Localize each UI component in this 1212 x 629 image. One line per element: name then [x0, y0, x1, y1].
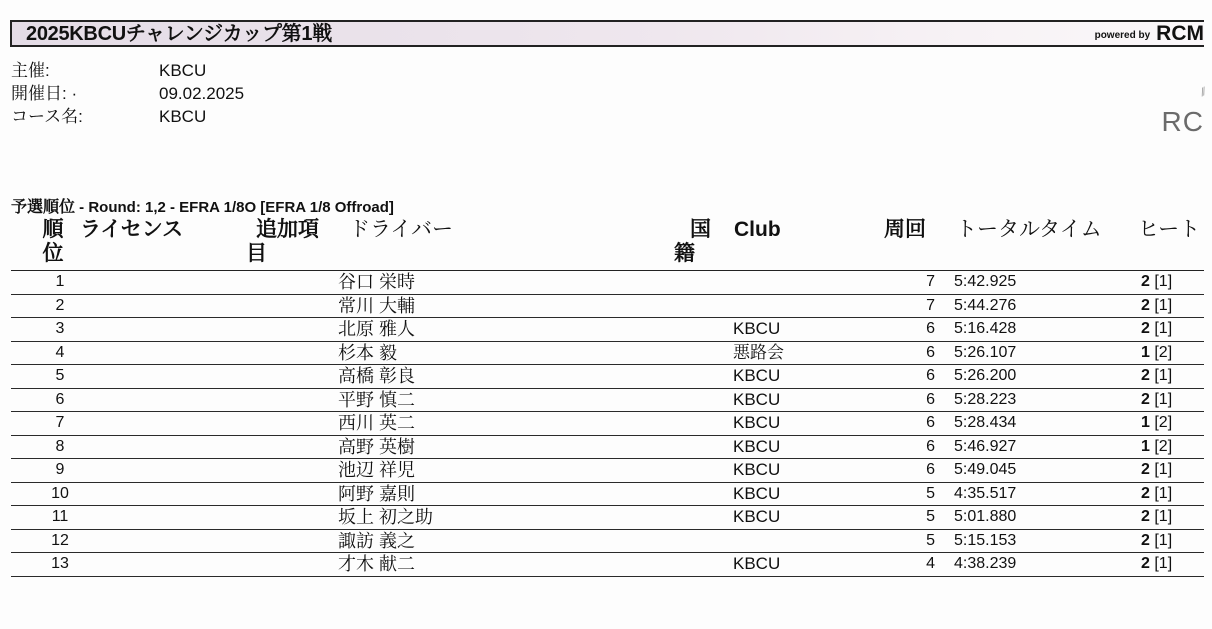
cell-heat-num: 2: [1141, 320, 1150, 337]
table-row: [11, 506, 1204, 530]
cell-driver: 才木 献二: [338, 554, 416, 574]
cell-heat-sub: [2]: [1154, 343, 1173, 361]
cell-laps: 6: [926, 461, 935, 478]
cell-driver: 池辺 祥児: [338, 460, 416, 480]
col-header-nation-line2: 籍: [674, 242, 695, 265]
cell-club: KBCU: [733, 554, 781, 573]
cell-heat-num: 2: [1141, 390, 1150, 408]
col-header-extra-line2: 目: [246, 242, 267, 265]
table-row: [11, 459, 1204, 483]
cell-pos: 1: [55, 273, 65, 290]
col-header-pos-line1: 順: [42, 218, 64, 241]
col-header-total-time: トータルタイム: [956, 218, 1102, 241]
cell-heat: [1141, 436, 1172, 458]
powered-by: [1095, 22, 1204, 48]
cell-heat-num: 2: [1141, 273, 1150, 290]
cell-total-time: 5:26.200: [954, 367, 1017, 384]
cell-laps: 6: [926, 343, 935, 361]
cell-driver: 坂上 初之助: [338, 507, 434, 527]
info-row-course: [11, 105, 244, 128]
cell-driver: 北原 雅人: [338, 319, 416, 339]
cell-total-time: 5:28.434: [954, 414, 1017, 431]
cell-heat-sub: [2]: [1154, 437, 1173, 455]
cell-heat: [1141, 412, 1172, 434]
cell-driver: 高野 英樹: [338, 436, 416, 457]
cell-heat: [1141, 553, 1172, 575]
info-value: KBCU: [159, 107, 207, 126]
cell-pos: 2: [55, 296, 65, 314]
cell-pos: 9: [55, 461, 65, 478]
col-header-heat: ヒート: [1138, 218, 1201, 241]
cell-heat: [1141, 318, 1172, 340]
cell-heat-num: 2: [1141, 508, 1150, 525]
cell-laps: 6: [926, 437, 935, 455]
cell-heat-sub: [1]: [1154, 484, 1173, 502]
cell-heat-sub: [1]: [1154, 531, 1173, 549]
info-value: 09.02.2025: [159, 84, 245, 103]
cell-total-time: 5:26.107: [954, 343, 1017, 361]
cell-laps: 5: [926, 508, 935, 525]
cell-pos: 10: [51, 484, 69, 502]
cell-total-time: 5:01.880: [954, 508, 1017, 525]
cell-heat-num: 2: [1141, 531, 1150, 549]
table-row: [11, 483, 1204, 507]
cell-heat: [1141, 459, 1172, 481]
cell-total-time: 5:49.045: [954, 461, 1017, 478]
cell-total-time: 5:44.276: [954, 296, 1017, 314]
table-row: [11, 318, 1204, 342]
cell-club: KBCU: [733, 507, 781, 526]
cell-laps: 4: [926, 555, 935, 572]
col-header-club: Club: [734, 218, 781, 241]
col-header-nation: [674, 218, 711, 266]
cell-laps: 6: [926, 320, 935, 337]
col-header-extra-line1: 追加項: [256, 218, 319, 241]
info-label: 開催日: ·: [11, 84, 78, 103]
cell-heat-num: 2: [1141, 555, 1150, 572]
table-row: [11, 271, 1204, 295]
powered-by-label: powered by: [1094, 30, 1151, 41]
cell-club: KBCU: [733, 460, 781, 479]
cell-driver: 阿野 嘉則: [338, 483, 416, 504]
cell-laps: 6: [926, 390, 935, 408]
cell-heat-sub: [1]: [1154, 508, 1173, 525]
cell-pos: 8: [55, 437, 65, 455]
title-bar: [10, 20, 1204, 47]
cell-driver: 西川 英二: [338, 413, 416, 433]
table-row: [11, 436, 1204, 460]
cell-heat-sub: [1]: [1154, 555, 1173, 572]
cell-total-time: 5:15.153: [954, 531, 1017, 549]
cell-pos: 11: [51, 508, 69, 525]
cell-driver: 高橋 彰良: [338, 366, 416, 386]
table-row: [11, 530, 1204, 554]
cell-club: KBCU: [733, 319, 781, 338]
cell-pos: 13: [51, 555, 69, 572]
info-row-date: [11, 82, 244, 105]
cell-heat: [1141, 342, 1172, 364]
cell-heat-sub: [1]: [1154, 461, 1173, 478]
cell-total-time: 4:35.517: [954, 484, 1017, 502]
cell-heat-sub: [1]: [1154, 296, 1173, 314]
cell-laps: 6: [926, 367, 935, 384]
results-table: [11, 271, 1204, 577]
rcm-logo: [1152, 80, 1212, 150]
cell-heat-num: 2: [1141, 296, 1150, 314]
col-header-extra: [246, 218, 319, 266]
cell-heat: [1141, 271, 1172, 293]
cell-club: KBCU: [733, 483, 781, 503]
cell-heat: [1141, 389, 1172, 411]
cell-laps: 5: [926, 531, 935, 549]
cell-heat: [1141, 295, 1172, 317]
cell-heat-num: 1: [1141, 437, 1150, 455]
cell-heat-num: 2: [1141, 461, 1150, 478]
cell-heat-sub: [1]: [1154, 273, 1173, 290]
cell-heat-sub: [1]: [1154, 390, 1173, 408]
info-label: 主催:: [11, 61, 50, 80]
event-info: [11, 59, 244, 128]
col-header-pos-line2: 位: [42, 242, 64, 265]
section-subtitle: - Round: 1,2 - EFRA 1/8O [EFRA 1/8 Offroad]: [75, 199, 394, 216]
info-label: コース名:: [11, 107, 83, 126]
cell-club: KBCU: [733, 389, 781, 409]
col-header-license: ライセンス: [80, 218, 184, 241]
table-row: [11, 553, 1204, 577]
cell-laps: 6: [926, 414, 935, 431]
cell-pos: 7: [55, 414, 65, 431]
cell-total-time: 4:38.239: [954, 555, 1017, 572]
cell-heat-sub: [1]: [1154, 320, 1173, 337]
col-header-pos: [36, 218, 70, 266]
powered-by-brand: RCM: [1156, 22, 1204, 45]
cell-heat: [1141, 530, 1172, 552]
cell-heat-num: 1: [1141, 414, 1150, 431]
cell-heat-num: 2: [1141, 367, 1150, 384]
cell-total-time: 5:46.927: [954, 437, 1017, 455]
col-header-driver: ドライバー: [349, 218, 453, 241]
cell-laps: 7: [926, 296, 935, 314]
cell-pos: 12: [51, 531, 69, 549]
cell-pos: 3: [55, 320, 65, 337]
cell-laps: 7: [926, 273, 935, 290]
logo-text: RC: [1161, 106, 1204, 137]
info-value: KBCU: [159, 61, 207, 80]
cell-heat-sub: [1]: [1154, 367, 1173, 384]
cell-heat: [1141, 365, 1172, 387]
cell-heat: [1141, 506, 1172, 528]
cell-heat-num: 1: [1141, 343, 1150, 361]
cell-total-time: 5:28.223: [954, 390, 1017, 408]
table-row: [11, 342, 1204, 366]
section-title-main: 予選順位: [11, 199, 76, 216]
cell-total-time: 5:42.925: [954, 273, 1017, 290]
logo-mark-icon: ⁄⁄: [1199, 85, 1209, 99]
table-row: [11, 365, 1204, 389]
col-header-laps: 周回: [884, 218, 926, 241]
cell-club: KBCU: [733, 366, 781, 385]
page-title: 2025KBCUチャレンジカップ第1戦: [26, 23, 332, 45]
cell-club: KBCU: [733, 413, 781, 432]
cell-driver: 平野 慎二: [338, 389, 416, 410]
cell-heat-num: 2: [1141, 484, 1150, 502]
cell-pos: 5: [55, 367, 65, 384]
table-row: [11, 412, 1204, 436]
section-title: [11, 194, 394, 217]
cell-heat-sub: [2]: [1154, 414, 1173, 431]
cell-club: KBCU: [733, 436, 781, 456]
table-row: [11, 389, 1204, 413]
cell-driver: 谷口 栄時: [338, 272, 416, 292]
info-row-organizer: [11, 59, 244, 82]
cell-driver: 杉本 毅: [338, 342, 398, 363]
cell-pos: 4: [55, 343, 65, 361]
cell-pos: 6: [55, 390, 65, 408]
cell-heat: [1141, 483, 1172, 505]
col-header-nation-line1: 国: [690, 218, 711, 241]
cell-club: 悪路会: [733, 342, 784, 362]
cell-driver: 諏訪 義之: [338, 530, 416, 551]
table-row: [11, 295, 1204, 319]
cell-total-time: 5:16.428: [954, 320, 1017, 337]
cell-laps: 5: [926, 484, 935, 502]
cell-driver: 常川 大輔: [338, 295, 416, 316]
